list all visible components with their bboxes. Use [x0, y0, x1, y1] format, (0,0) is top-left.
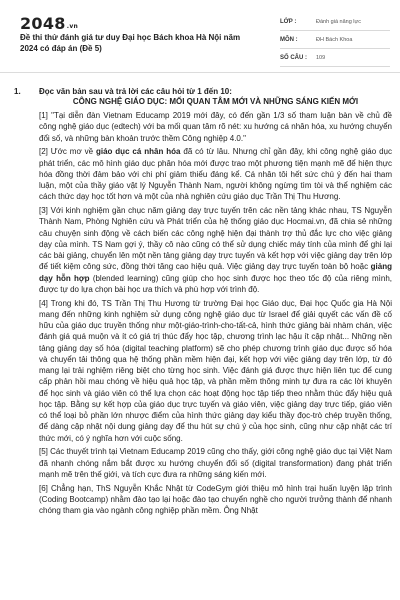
question-number: 1. [14, 87, 21, 96]
meta-panel [280, 13, 390, 67]
text-run: [1] "Tại diễn đàn Vietnam Educamp 2019 mới đây, có đến gần 1/3 số tham luận bàn về chủ đề công nghệ giáo dục (edtech) với ba mối quan tâm rõ nét: xu hướng cá nhân hóa, xu hướng chuyển đổi số, và những bàn khoản trước thềm Công nghiệp 4.0." [39, 111, 392, 143]
bold-text: giảng dạy hỗn hợp [39, 262, 392, 283]
passage-title: CÔNG NGHỆ GIÁO DỤC: MỐI QUAN TÂM MỚI VÀ NHỮNG SÁNG KIẾN MỚI [72, 97, 359, 106]
passage [39, 110, 392, 516]
text-run: đã có từ lâu. Nhưng chỉ gần đây, khi công nghệ giáo dục phát triển, các mô hình giáo dục phân hóa mới được trao một phương tiện mạnh mẽ để hiện thực hóa đồng thời đảm bảo với chi phí giảm thiểu đáng kể. Cá nhân tôi hết sức chú ý đến hai tham luận, một của thầy giáo vật lý Nguyễn Thành Nam, người không ngừng tìm tòi và thể nghiệm các cách thức dạy học tốt hơn và một của nhà nghiên cứu giáo dục Trần Thị Thu Hương. [39, 147, 392, 202]
question-header [14, 86, 392, 97]
header [0, 0, 400, 73]
passage-paragraph [39, 446, 392, 480]
passage-paragraph [39, 110, 392, 144]
site-logo[interactable] [20, 14, 78, 33]
text-run: [3] Với kinh nghiệm gần chục năm giảng dạy trực tuyến trên các nền tảng khác nhau, TS Nguyễn Thành Nam, Phòng Nghiên cứu và Phát triển của hệ thống giáo dục Hocmai.vn, đã chia sẻ những câu chuyện sinh động về cách biến các công nghệ hiện đại thành trợ thủ đắc lực cho việc giảng dạy của mình. TS Nam gợi ý, thầy cô nào cũng có thể sử dụng chiếc máy tính của mình để ghi lại các bài giảng, chuyển lên một nền tảng giảng dạy trực tuyến và kết hợp với việc giảng dạy trên lớp để tiết kiệm công sức, đồng thời tăng cao hiệu quả. Việc giảng dạy trực tuyến toàn bộ hoặc [39, 206, 392, 272]
text-run: [6] Chẳng hạn, ThS Nguyễn Khắc Nhật từ CodeGym giới thiệu mô hình trại huấn luyện lập trình (Coding Bootcamp) nhằm đào tạo lại hoặc đào tạo chuyển nghề cho người trưởng thành để nhanh chóng tham gia vào ngành công nghiệp phần mềm. Ông Nhật [39, 483, 392, 515]
document-title: Đề thi thử đánh giá tư duy Đại học Bách khoa Hà Nội năm 2024 có đáp án (Đề 5) [20, 33, 241, 53]
text-run: [4] Trong khi đó, TS Trần Thị Thu Hương từ trường Đại học Giáo dục, Đại học Quốc gia Hà Nội mang đến những kinh nghiệm sử dụng công nghệ giáo dục từ Israel để giải quyết các vấn đề cố hữu của giáo dục truyền thống như một-giáo-trình-cho-tất-cả, hình thức giảng bài nhàm chán, việc đánh giá quá muộn và ít có giá trị thúc đẩy học tập, chương trình lạc hậu ít cập nhật... Những nền tảng giảng dạy số hóa (digital teaching platform) sẽ cho phép chương trình giáo dục được số hóa và chuyển tải thông qua hệ thống phần mềm hiện đại, kết hợp với việc giảng dạy trên lớp, từ đó mang lại trải nghiệm riêng biệt cho từng học sinh. Việc đánh giá được thực hiện liên tục để cung cấp phản hồi mau chóng về hiệu quả học tập, và phần mềm thông minh tự đưa ra các lời khuyên để học sinh và giáo viên có thể lựa chọn các hoạt động học tập tiếp theo nhằm thúc đẩy hiệu quả học tập. Bằng sự kết hợp của giáo dục trực tuyến và giáo viên, việc giảng dạy trực tiếp, giáo viên có thể loại bỏ phần lớn nhược điểm của hình thức giảng dạy kiểu thầy đọc-trò chép truyền thống, để dàng cập nhật nội dung giảng dạy để thu hút sự chú ý của học sinh, cũng như cập nhật các trí thức mới, có ý nghĩa hơn với cuộc sống. [39, 298, 392, 443]
meta-key: MÔN : [280, 36, 298, 43]
question-instruction: Đọc văn bản sau và trả lời các câu hỏi từ 1 đến 10: [39, 87, 232, 96]
meta-key: LỚP : [280, 18, 297, 25]
meta-key: SỐ CÂU : [280, 54, 307, 61]
passage-paragraph [39, 483, 392, 517]
passage-paragraph [39, 298, 392, 444]
question-body [14, 86, 392, 519]
bold-text: giáo dục cá nhân hóa [95, 147, 181, 157]
text-run: [2] Ước mơ về [39, 147, 96, 157]
meta-row-subject [280, 31, 390, 49]
meta-row-question-count [280, 49, 390, 67]
logo-text: 2048 [20, 14, 66, 33]
meta-value: 109 [316, 54, 326, 61]
text-run: (blended learning) cũng giúp cho học sinh được học theo tốc độ của riêng mình, được tự do lựa chọn bài học ưa thích và phù hợp với trình độ. [39, 273, 392, 294]
logo-suffix: .vn [66, 23, 79, 30]
meta-value: ĐH Bách Khoa [316, 36, 353, 43]
text-run: [5] Các thuyết trình tại Vietnam Educamp 2019 cũng cho thấy, giới công nghệ giáo dục tại Việt Nam đã nhanh chóng nắm bắt được xu hướng chuyển đổi số (digital transformation) đang phát triển mạnh mẽ trên thế giới, và tích cực đưa ra những sáng kiến mới. [39, 447, 392, 479]
passage-paragraph [39, 146, 392, 202]
meta-row-class [280, 13, 390, 31]
meta-value: Đánh giá năng lực [316, 18, 361, 25]
passage-paragraph [39, 205, 392, 295]
